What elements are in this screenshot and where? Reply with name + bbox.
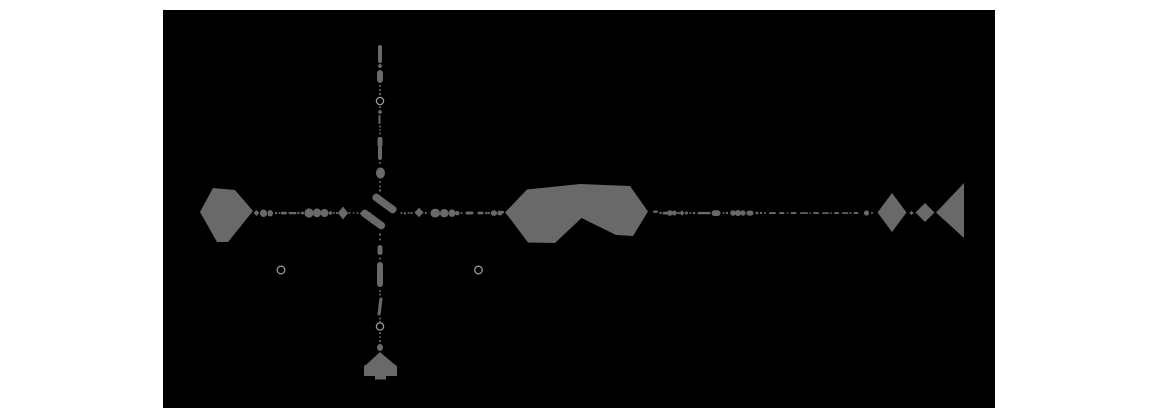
vertical-spike-dot [379, 162, 381, 164]
vertical-spike-dot [379, 133, 381, 135]
vertical-spike-dot [379, 290, 381, 292]
trace-dot [333, 212, 335, 214]
trace-dot [485, 212, 488, 215]
trace-dot [693, 212, 696, 215]
trace-bead [735, 210, 741, 216]
trace-bead [712, 210, 721, 216]
vertical-spike-dot [379, 294, 381, 296]
trace-dot [690, 212, 692, 214]
trace-dot [369, 212, 371, 214]
trace-dash [813, 212, 819, 214]
trace-dash [466, 212, 474, 215]
vertical-spike-thin-bar [379, 115, 381, 124]
vertical-spike-dot [379, 258, 381, 260]
trace-bead [491, 210, 497, 215]
trace-dash [500, 211, 505, 214]
trace-dot [404, 212, 406, 214]
trace-dash [800, 212, 808, 214]
trace-dash [478, 212, 484, 215]
trace-bead [672, 211, 677, 216]
vertical-spike-pill [377, 262, 383, 287]
vertical-spike-dot [379, 129, 381, 131]
trace-dot [461, 212, 463, 214]
trace-dot [301, 212, 304, 215]
trace-bead-cluster [313, 208, 321, 217]
trace-dot [488, 212, 490, 214]
trace-dot [830, 212, 832, 214]
trace-bead [260, 210, 267, 218]
trace-dot [425, 212, 427, 214]
trace-bead [747, 211, 754, 216]
vertical-spike-dot [379, 332, 381, 334]
vertical-spike-blob [377, 70, 383, 83]
vertical-spike-dot [379, 106, 381, 108]
trace-bead [740, 210, 745, 215]
trace-dot [410, 212, 412, 214]
trace-dash [834, 212, 839, 214]
vertical-spike-dot [379, 233, 381, 235]
trace-bead [730, 210, 736, 216]
trace-dash [842, 212, 849, 214]
trace-dash [769, 212, 776, 214]
vertical-spike-dot [379, 321, 381, 323]
vertical-spike-dot [379, 89, 381, 91]
vertical-spike-bar [378, 137, 383, 147]
vertical-spike-dot [379, 336, 381, 338]
trace-dash [653, 211, 658, 213]
vertical-spike-pill [378, 245, 383, 255]
trace-dot [787, 212, 789, 214]
trace-dash [791, 212, 797, 214]
trace-dot [723, 212, 725, 214]
trace-dot [349, 212, 351, 214]
vertical-spike-dot [379, 318, 381, 320]
trace-dash [281, 212, 287, 215]
trace-dot [360, 212, 362, 214]
trace-dot [401, 212, 403, 214]
trace-dot [279, 212, 281, 214]
trace-dot [726, 212, 728, 214]
trace-bead-cluster [304, 208, 313, 217]
vertical-spike-blob [377, 344, 383, 351]
vertical-spike-dot [379, 85, 381, 87]
vertical-spike-dot [379, 340, 381, 342]
trace-bead [268, 210, 274, 217]
trace-dash [289, 212, 297, 214]
trace-dash [854, 212, 859, 214]
vertical-spike-dot [379, 186, 381, 188]
trace-dash [698, 212, 711, 214]
trace-dot [809, 212, 811, 214]
vertical-spike-dot [379, 239, 381, 241]
trace-dot [659, 212, 661, 214]
vertical-spike-dot [379, 189, 381, 191]
trace-dot [408, 212, 410, 214]
trace-bead [440, 209, 449, 217]
vertical-spike-dot [379, 93, 381, 95]
trace-bead [667, 210, 673, 216]
trace-dot [297, 212, 299, 214]
trace-dot [764, 212, 766, 214]
trace-dot [871, 212, 873, 214]
vertical-spike-top-bar [378, 45, 382, 63]
trace-dot [685, 212, 688, 215]
trace-bead [449, 209, 456, 217]
vertical-spike-bar [378, 146, 382, 160]
trace-dot [336, 212, 338, 214]
vertical-spike-dot [379, 181, 381, 183]
trace-bead [431, 209, 441, 218]
trace-dot [760, 212, 762, 214]
trace-bead [455, 211, 460, 215]
trace-dot [353, 212, 355, 214]
trace-bead-cluster [321, 209, 329, 217]
trace-dash [822, 212, 829, 214]
trace-dot [357, 212, 359, 214]
trace-dot [275, 212, 277, 214]
trace-dot [756, 212, 759, 215]
trace-bead [864, 210, 869, 215]
vertical-spike-blob [376, 168, 385, 179]
trace-dot [850, 212, 852, 214]
trace-dash [779, 212, 785, 214]
vertical-spike-dot [379, 126, 381, 128]
